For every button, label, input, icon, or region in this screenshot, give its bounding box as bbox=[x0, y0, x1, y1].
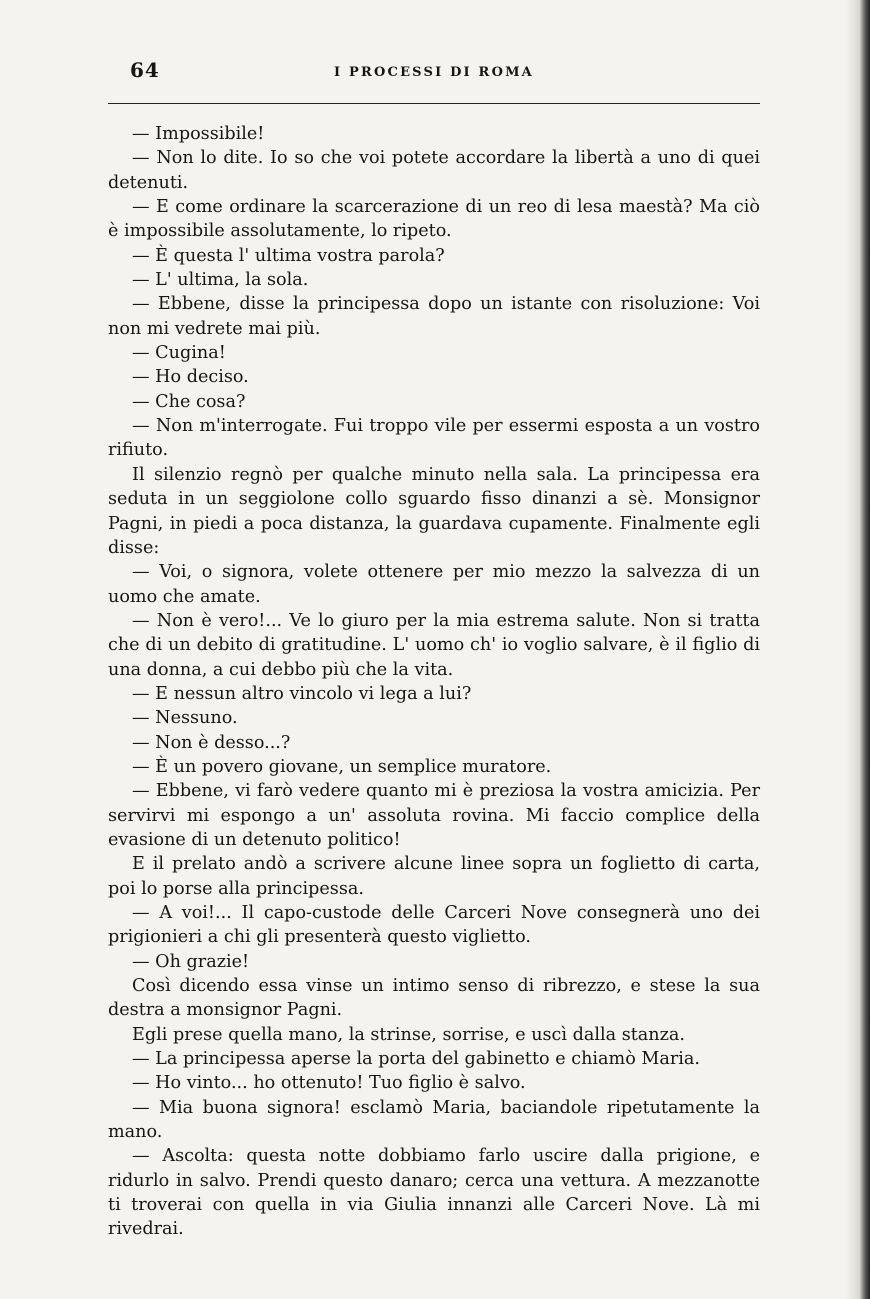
paragraph: — Cugina! bbox=[132, 343, 226, 364]
paragraph: — L' ultima, la sola. bbox=[132, 270, 309, 291]
paragraph: — Oh grazie! bbox=[132, 951, 250, 972]
paragraph: — È un povero giovane, un semplice muratore. bbox=[132, 756, 552, 777]
body-text bbox=[108, 122, 760, 1242]
running-title: I PROCESSI DI ROMA bbox=[334, 65, 534, 80]
paragraph: — È questa l' ultima vostra parola? bbox=[132, 245, 445, 266]
paragraph: — E come ordinare la scarcerazione di un reo di lesa maestà? Ma ciò è impossibile assolutamente, lo ripeto. bbox=[108, 197, 760, 242]
paragraph: Egli prese quella mano, la strinse, sorrise, e uscì dalla stanza. bbox=[132, 1024, 685, 1045]
paragraph: — Mia buona signora! esclamò Maria, baciandole ripetutamente la mano. bbox=[108, 1097, 760, 1143]
paragraph: — A voi!... Il capo-custode delle Carceri Nove consegnerà uno dei prigionieri a chi gli presenterà questo viglietto. bbox=[108, 903, 760, 948]
paragraph: — Non lo dite. Io so che voi potete accordare la libertà a uno di quei detenuti. bbox=[108, 148, 760, 193]
paragraph: — Ho vinto... ho ottenuto! Tuo figlio è salvo. bbox=[132, 1073, 526, 1094]
paragraph: — E nessun altro vincolo vi lega a lui? bbox=[132, 683, 472, 704]
paragraph: — Ebbene, vi farò vedere quanto mi è preziosa la vostra amicizia. Per servirvi mi espongo a un' assoluta rovina. Mi faccio complice della evasione di un detenuto politico! bbox=[108, 781, 760, 850]
paragraph: — Voi, o signora, volete ottenere per mio mezzo la salvezza di un uomo che amate. bbox=[108, 562, 760, 607]
page-number: 64 bbox=[130, 58, 160, 82]
paragraph: — Ebbene, disse la principessa dopo un istante con risoluzione: Voi non mi vedrete mai più. bbox=[108, 294, 760, 339]
paragraph: — Non m'interrogate. Fui troppo vile per essermi esposta a un vostro rifiuto. bbox=[108, 416, 760, 461]
paragraph: Il silenzio regnò per qualche minuto nella sala. La principessa era seduta in un seggiolone collo sguardo fisso dinanzi a sè. Monsignor Pagni, in piedi a poca distanza, la guardava cupamente. Finalmente egli disse: bbox=[108, 464, 760, 558]
paragraph: — Non è desso...? bbox=[132, 732, 291, 753]
paragraph: — Nessuno. bbox=[132, 708, 238, 729]
paragraph: E il prelato andò a scrivere alcune linee sopra un foglietto di carta, poi lo porse alla principessa. bbox=[108, 854, 760, 899]
paragraph: — Che cosa? bbox=[132, 391, 246, 412]
paragraph: — Ascolta: questa notte dobbiamo farlo uscire dalla prigione, e ridurlo in salvo. Prendi questo danaro; cerca una vettura. A mezzanotte ti troverai con quella in via Giulia innanzi alle Carceri Nove. Là mi rivedrai. bbox=[108, 1146, 760, 1240]
page-edge-shadow bbox=[846, 0, 870, 1299]
header-rule bbox=[108, 103, 760, 104]
paragraph: Così dicendo essa vinse un intimo senso di ribrezzo, e stese la sua destra a monsignor Pagni. bbox=[108, 976, 760, 1021]
paragraph: — Ho deciso. bbox=[132, 367, 249, 388]
paragraph: — Non è vero!... Ve lo giuro per la mia estrema salute. Non si tratta che di un debito di gratitudine. L' uomo ch' io voglio salvare, è il figlio di una donna, a cui debbo più che la vita. bbox=[108, 610, 760, 680]
paragraph: — La principessa aperse la porta del gabinetto e chiamò Maria. bbox=[132, 1049, 701, 1070]
page-header bbox=[108, 52, 760, 86]
paragraph: — Impossibile! bbox=[132, 124, 265, 144]
